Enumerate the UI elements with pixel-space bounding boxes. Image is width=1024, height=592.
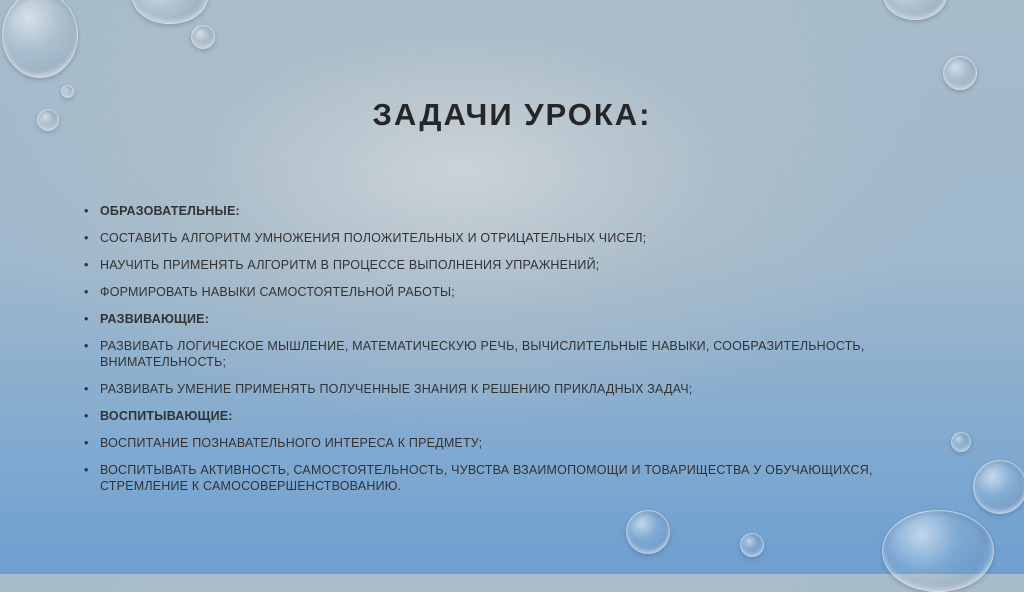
list-item-heading xyxy=(84,311,954,327)
list-item xyxy=(84,284,954,300)
task-list xyxy=(84,203,954,505)
list-item-text: СОСТАВИТЬ АЛГОРИТМ УМНОЖЕНИЯ ПОЛОЖИТЕЛЬНЫХ И ОТРИЦАТЕЛЬНЫХ ЧИСЕЛ; xyxy=(100,231,647,245)
bullet-icon: • xyxy=(84,436,89,450)
list-item xyxy=(84,338,954,370)
bullet-icon: • xyxy=(84,382,89,396)
water-drop-decoration xyxy=(191,25,215,49)
list-item-text: РАЗВИВАЮЩИЕ: xyxy=(100,312,210,326)
bullet-icon: • xyxy=(84,231,89,245)
list-item-text: ВОСПИТАНИЕ ПОЗНАВАТЕЛЬНОГО ИНТЕРЕСА К ПРЕДМЕТУ; xyxy=(100,436,483,450)
bullet-icon: • xyxy=(84,339,89,353)
water-drop-decoration xyxy=(882,510,994,592)
bullet-icon: • xyxy=(84,312,89,326)
list-item-text: ВОСПИТЫВАЮЩИЕ: xyxy=(100,409,233,423)
bullet-icon: • xyxy=(84,409,89,423)
water-drop-decoration xyxy=(132,0,208,24)
list-item-heading xyxy=(84,408,954,424)
slide-title: ЗАДАЧИ УРОКА: xyxy=(372,97,652,132)
bullet-icon: • xyxy=(84,463,89,477)
list-item xyxy=(84,435,954,451)
list-item xyxy=(84,230,954,246)
list-item-text: ОБРАЗОВАТЕЛЬНЫЕ: xyxy=(100,204,240,218)
list-item xyxy=(84,257,954,273)
water-drop-decoration xyxy=(951,432,971,452)
list-item xyxy=(84,462,954,494)
water-drop-decoration xyxy=(973,460,1024,514)
bullet-icon: • xyxy=(84,258,89,272)
water-drop-decoration xyxy=(626,510,670,554)
list-item-text: ФОРМИРОВАТЬ НАВЫКИ САМОСТОЯТЕЛЬНОЙ РАБОТЫ; xyxy=(100,285,455,299)
list-item xyxy=(84,381,954,397)
water-drop-decoration xyxy=(943,56,977,90)
water-drop-decoration xyxy=(740,533,764,557)
water-drop-decoration xyxy=(2,0,78,78)
bullet-icon: • xyxy=(84,204,89,218)
list-item-heading xyxy=(84,203,954,219)
list-item-text: НАУЧИТЬ ПРИМЕНЯТЬ АЛГОРИТМ В ПРОЦЕССЕ ВЫПОЛНЕНИЯ УПРАЖНЕНИЙ; xyxy=(100,258,600,272)
list-item-text: РАЗВИВАТЬ УМЕНИЕ ПРИМЕНЯТЬ ПОЛУЧЕННЫЕ ЗНАНИЯ К РЕШЕНИЮ ПРИКЛАДНЫХ ЗАДАЧ; xyxy=(100,382,693,396)
bullet-icon: • xyxy=(84,285,89,299)
list-item-text: ВОСПИТЫВАТЬ АКТИВНОСТЬ, САМОСТОЯТЕЛЬНОСТЬ, ЧУВСТВА ВЗАИМОПОМОЩИ И ТОВАРИЩЕСТВА У ОБУЧАЮЩИХСЯ, СТРЕМЛЕНИЕ К САМОСОВЕРШЕНСТВОВАНИЮ. xyxy=(100,463,873,493)
water-drop-decoration xyxy=(883,0,947,20)
list-item-text: РАЗВИВАТЬ ЛОГИЧЕСКОЕ МЫШЛЕНИЕ, МАТЕМАТИЧЕСКУЮ РЕЧЬ, ВЫЧИСЛИТЕЛЬНЫЕ НАВЫКИ, СООБРАЗИТЕЛЬНОСТЬ, ВНИМАТЕЛЬНОСТЬ; xyxy=(100,339,865,369)
